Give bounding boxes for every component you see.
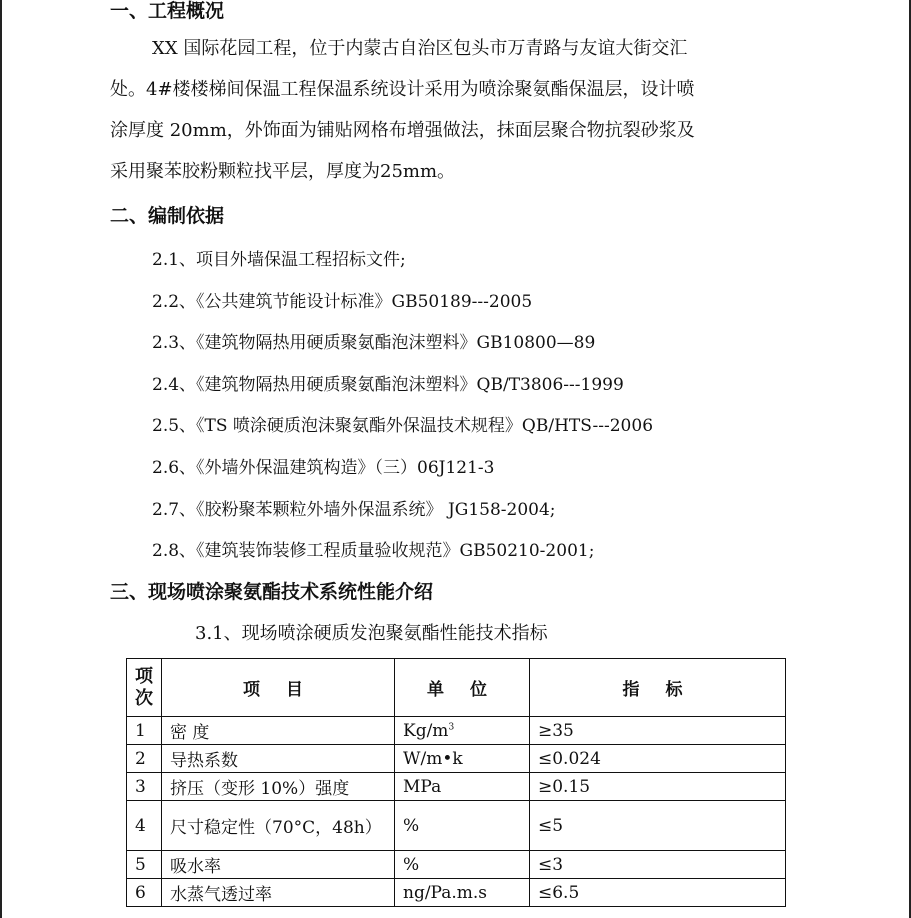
- cell-no: 5: [127, 851, 162, 879]
- basis-item: 2.8、《建筑装饰装修工程质量验收规范》GB50210-2001;: [152, 541, 595, 561]
- table-row: [127, 773, 786, 801]
- cell-unit: $Kg/m^3$: [395, 717, 530, 745]
- cell-unit: %: [395, 801, 530, 851]
- section-1-line-2: 处。4#楼楼梯间保温工程保温系统设计采用为喷涂聚氨酯保温层，设计喷: [110, 79, 695, 100]
- header-value: 指 标: [530, 659, 786, 717]
- cell-item: 挤压（变形 10%）强度: [162, 773, 395, 801]
- table-row: [127, 879, 786, 907]
- basis-item: 2.4、《建筑物隔热用硬质聚氨酯泡沫塑料》QB/T3806---1999: [152, 375, 624, 395]
- cell-no: 4: [127, 801, 162, 851]
- basis-item: 2.6、《外墙外保温建筑构造》（三）06J121-3: [152, 458, 495, 478]
- basis-item: 2.2、《公共建筑节能设计标准》GB50189---2005: [152, 292, 533, 312]
- cell-unit: W/m•k: [395, 745, 530, 773]
- cell-item: 尺寸稳定性（70°C，48h）: [162, 801, 395, 851]
- cell-value: ≥0.15: [530, 773, 786, 801]
- section-2-title: 二、编制依据: [110, 205, 225, 227]
- table-caption: 3.1、现场喷涂硬质发泡聚氨酯性能技术指标: [195, 623, 548, 644]
- table-row: [127, 745, 786, 773]
- cell-value: ≤6.5: [530, 879, 786, 907]
- section-1-line-3: 涂厚度 20mm，外饰面为铺贴网格布增强做法，抹面层聚合物抗裂砂浆及: [110, 120, 695, 141]
- section-1-line-1: XX 国际花园工程，位于内蒙古自治区包头市万青路与友谊大街交汇: [152, 38, 688, 59]
- section-3-title: 三、现场喷涂聚氨酯技术系统性能介绍: [110, 581, 434, 603]
- header-item: 项 目: [162, 659, 395, 717]
- header-unit: 单 位: [395, 659, 530, 717]
- cell-value: ≥35: [530, 717, 786, 745]
- header-no: 项 次: [127, 659, 162, 717]
- cell-value: ≤0.024: [530, 745, 786, 773]
- cell-item: 水蒸气透过率: [162, 879, 395, 907]
- cell-no: 2: [127, 745, 162, 773]
- basis-item: 2.5、《TS 喷涂硬质泡沫聚氨酯外保温技术规程》QB/HTS---2006: [152, 416, 654, 436]
- basis-item: 2.1、项目外墙保温工程招标文件;: [152, 250, 406, 270]
- cell-no: 6: [127, 879, 162, 907]
- table-row: [127, 717, 786, 745]
- cell-unit: MPa: [395, 773, 530, 801]
- table-row: [127, 801, 786, 851]
- cell-unit: %: [395, 851, 530, 879]
- section-1-title: 一、工程概况: [110, 0, 225, 22]
- basis-item: 2.3、《建筑物隔热用硬质聚氨酯泡沫塑料》GB10800—89: [152, 333, 596, 353]
- table-row: [127, 851, 786, 879]
- cell-no: 1: [127, 717, 162, 745]
- table-header-row: [127, 659, 786, 717]
- cell-value: ≤5: [530, 801, 786, 851]
- performance-table: [126, 658, 786, 907]
- cell-unit: ng/Pa.m.s: [395, 879, 530, 907]
- cell-item: 导热系数: [162, 745, 395, 773]
- cell-item: 吸水率: [162, 851, 395, 879]
- cell-no: 3: [127, 773, 162, 801]
- section-1-line-4: 采用聚苯胶粉颗粒找平层，厚度为25mm。: [110, 161, 456, 182]
- cell-item: 密 度: [162, 717, 395, 745]
- basis-item: 2.7、《胶粉聚苯颗粒外墙外保温系统》 JG158-2004;: [152, 500, 556, 520]
- cell-value: ≤3: [530, 851, 786, 879]
